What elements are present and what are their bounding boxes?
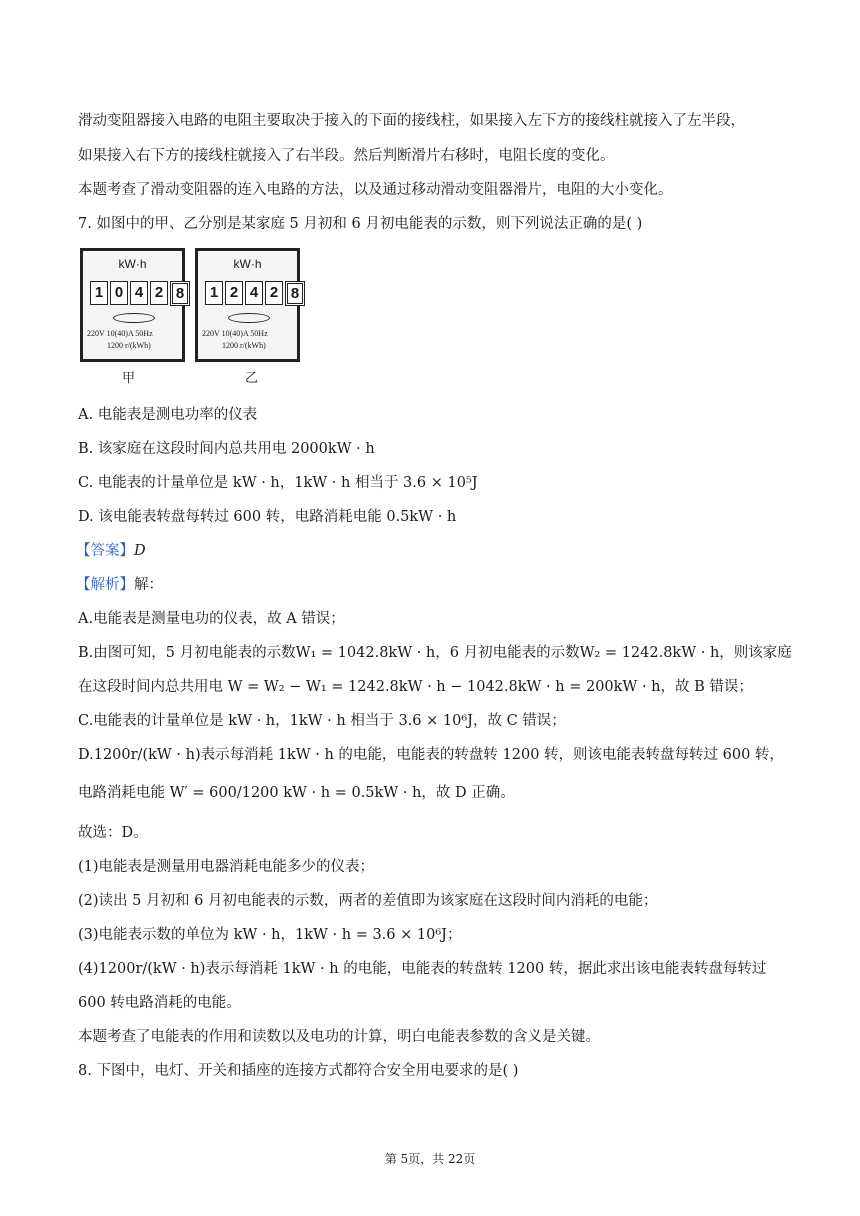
meter-unit: kW·h [118, 257, 147, 271]
meter-spec: 220V 10(40)A 50Hz [202, 329, 268, 338]
answer-value: D [134, 543, 146, 559]
option-d: D. 该电能表转盘每转过 600 转，电路消耗电能 0.5kW · h [78, 509, 457, 525]
summary-point-4: (4)1200r/(kW · h)表示每消耗 1kW · h 的电能，电能表的转盘转 1200 转，据此求出该电能表转盘每转过 [78, 961, 767, 977]
meter-spec: 1200 r/(kWh) [107, 341, 151, 350]
meter-digit-decimal: 8 [170, 281, 190, 306]
meter-digit-decimal: 8 [285, 281, 305, 306]
analysis-intro: 解： [134, 577, 163, 593]
question-7: 7. 如图中的甲、乙分别是某家庭 5 月初和 6 月初电能表的示数，则下列说法正确的是( ) [78, 216, 643, 232]
meter-label-yi: 乙 [245, 371, 259, 386]
summary-line: 本题考查了电能表的作用和读数以及电功的计算，明白电能表参数的含义是关键。 [78, 1029, 600, 1045]
analysis-tag: 【解析】 [76, 577, 134, 593]
meter-digit: 2 [225, 281, 243, 305]
option-b: B. 该家庭在这段时间内总共用电 2000kW · h [78, 441, 375, 457]
summary-point-3: (3)电能表示数的单位为 kW · h，1kW · h = 3.6 × 10⁶J； [78, 927, 462, 943]
analysis-d: D.1200r/(kW · h)表示每消耗 1kW · h 的电能，电能表的转盘转 1200 转，则该电能表转盘每转过 600 转， [78, 747, 784, 763]
meter-digit: 1 [90, 281, 108, 305]
meter-digit: 0 [110, 281, 128, 305]
electricity-meter-figure [80, 248, 302, 388]
meter-digit: 4 [130, 281, 148, 305]
paragraph-line: 如果接入右下方的接线柱就接入了右半段。然后判断滑片右移时，电阻长度的变化。 [78, 148, 615, 164]
answer-tag: 【答案】 [76, 543, 134, 559]
meter-yi [195, 248, 300, 362]
meter-digit: 1 [205, 281, 223, 305]
meter-digit: 4 [245, 281, 263, 305]
meter-label-jia: 甲 [122, 371, 136, 386]
paragraph-line: 滑动变阻器接入电路的电阻主要取决于接入的下面的接线柱，如果接入左下方的接线柱就接入了左半段， [78, 113, 745, 129]
choice-line: 故选：D。 [78, 825, 148, 841]
meter-digit: 2 [150, 281, 168, 305]
analysis-c: C.电能表的计量单位是 kW · h，1kW · h 相当于 3.6 × 10⁶J，故 C 错误； [78, 713, 566, 729]
analysis-d-cont: 电路消耗电能 W′ = 600/1200 kW · h = 0.5kW · h，故 D 正确。 [78, 785, 515, 801]
meter-digits [90, 281, 192, 305]
meter-digit: 2 [265, 281, 283, 305]
meter-disc [113, 313, 155, 323]
summary-point-1: (1)电能表是测量用电器消耗电能多少的仪表； [78, 859, 375, 875]
analysis-line [76, 575, 163, 595]
meter-spec: 220V 10(40)A 50Hz [87, 329, 153, 338]
answer-line [76, 541, 146, 561]
meter-jia [80, 248, 185, 362]
meter-disc [228, 313, 270, 323]
page-footer: 第 5页，共 22页 [384, 1152, 476, 1166]
analysis-b-cont: 在这段时间内总共用电 W = W₂ − W₁ = 1242.8kW · h − 1042.8kW · h = 200kW · h，故 B 错误； [78, 679, 753, 695]
summary-point-4-cont: 600 转电路消耗的电能。 [78, 995, 241, 1011]
paragraph-line: 本题考查了滑动变阻器的连入电路的方法，以及通过移动滑动变阻器滑片，电阻的大小变化。 [78, 182, 673, 198]
analysis-a: A.电能表是测量电功的仪表，故 A 错误； [78, 611, 345, 627]
option-a: A. 电能表是测电功率的仪表 [78, 407, 258, 423]
question-8: 8. 下图中，电灯、开关和插座的连接方式都符合安全用电要求的是( ) [78, 1063, 519, 1079]
option-c: C. 电能表的计量单位是 kW · h，1kW · h 相当于 3.6 × 10⁵J [78, 475, 478, 491]
analysis-b: B.由图可知，5 月初电能表的示数W₁ = 1042.8kW · h，6 月初电能表的示数W₂ = 1242.8kW · h，则该家庭 [78, 645, 792, 661]
meter-digits [205, 281, 307, 305]
meter-spec: 1200 r/(kWh) [222, 341, 266, 350]
summary-point-2: (2)读出 5 月初和 6 月初电能表的示数，两者的差值即为该家庭在这段时间内消耗的电能； [78, 893, 658, 909]
meter-unit: kW·h [233, 257, 262, 271]
